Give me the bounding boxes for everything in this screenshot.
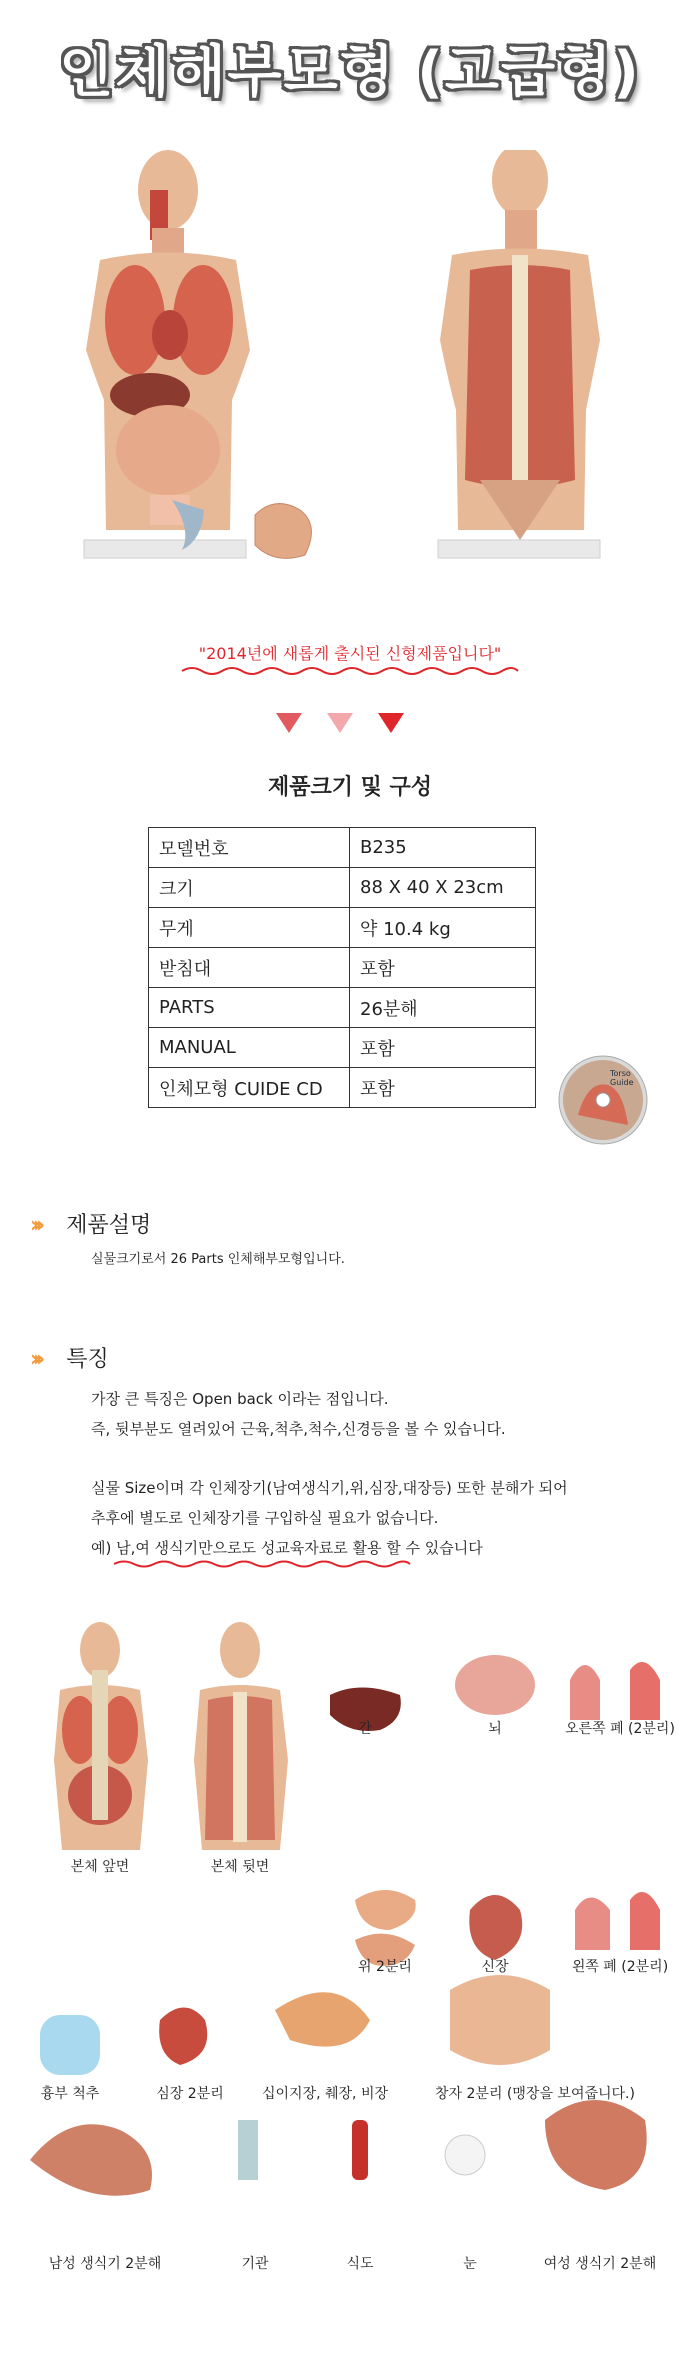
left-lung-image [575, 1898, 610, 1951]
part-caption: 창자 2분리 (맹장을 보여줍니다.) [435, 2086, 635, 2102]
part-caption: 십이지장, 췌장, 비장 [262, 2086, 388, 2102]
back-torso-image [438, 150, 600, 558]
esophagus-image [352, 2120, 368, 2180]
spec-table [148, 827, 536, 1108]
part-caption: 왼쪽 폐 (2분리) [571, 1959, 669, 1975]
features-heading-row [30, 1342, 109, 1373]
hero-torso-images [0, 150, 700, 590]
part-caption: 오른쪽 폐 (2분리) [565, 1721, 675, 1737]
part-caption: 눈 [463, 2256, 477, 2272]
thoracic-spine-image [40, 2015, 100, 2075]
kidney-image [469, 1895, 522, 1960]
spec-label: 크기 [149, 868, 350, 908]
part-caption: 기관 [241, 2256, 269, 2272]
features-line: 가장 큰 특징은 Open back 이라는 점입니다. [91, 1390, 389, 1408]
description-text: 실물크기로서 26 Parts 인체해부모형입니다. [91, 1252, 345, 1267]
spec-label: 받침대 [149, 948, 350, 988]
right-lung-image [630, 1662, 660, 1720]
table-row [149, 828, 536, 868]
part-caption: 남성 생식기 2분해 [48, 2256, 162, 2272]
chevron-right-icon: ››› [30, 1213, 40, 1238]
front-body-image [54, 1622, 148, 1850]
chevron-right-icon: ››› [30, 1347, 40, 1372]
part-caption: 본체 앞면 [70, 1859, 130, 1875]
features-line: 예) 남,여 생식기만으로도 성교육자료로 활용 할 수 있습니다 [91, 1539, 483, 1557]
male-genital-image [30, 2124, 152, 2195]
spec-label: MANUAL [149, 1028, 350, 1068]
table-row [149, 908, 536, 948]
brain-image [455, 1655, 535, 1715]
part-caption: 신장 [481, 1959, 509, 1975]
spec-value: 포함 [350, 1068, 536, 1108]
trachea-image [238, 2120, 258, 2180]
female-genital-image [545, 2100, 647, 2190]
features-line: 즉, 뒷부분도 열려있어 근육,척추,척수,신경등을 볼 수 있습니다. [91, 1420, 506, 1438]
cd-label: Torso [610, 1069, 631, 1078]
part-caption: 간 [358, 1721, 372, 1737]
spec-label: 무게 [149, 908, 350, 948]
triangle-down-icon [378, 713, 404, 733]
features-line: 추후에 별도로 인체장기를 구입하실 필요가 없습니다. [91, 1509, 439, 1527]
spec-label: PARTS [149, 988, 350, 1028]
page-title: 인체해부모형 (고급형) [59, 40, 641, 105]
triangle-down-icon [327, 713, 353, 733]
front-torso-image [84, 150, 250, 558]
table-row [149, 988, 536, 1028]
part-caption: 위 2분리 [358, 1959, 412, 1975]
spec-value: 26분해 [350, 988, 536, 1028]
slogan-underline-icon [180, 664, 520, 678]
features-line: 실물 Size이며 각 인체장기(남여생식기,위,심장,대장등) 또한 분해가 되어 [91, 1479, 568, 1497]
part-caption: 여성 생식기 2분해 [543, 2256, 657, 2272]
right-lung-image [570, 1665, 600, 1720]
duodenum-image [275, 1992, 370, 2046]
heart-image [159, 2008, 207, 2066]
slogan-text: "2014년에 새롭게 출시된 신형제품입니다" [198, 644, 502, 663]
spec-label: 모델번호 [149, 828, 350, 868]
table-row [149, 1068, 536, 1108]
table-row [149, 948, 536, 988]
part-caption: 흉부 척추 [40, 2086, 100, 2102]
description-heading-row [30, 1208, 151, 1239]
features-heading: 특징 [66, 1347, 109, 1372]
stomach-image [355, 1890, 416, 1930]
parts-images [0, 1620, 700, 2240]
spec-title: 제품크기 및 구성 [267, 774, 433, 800]
table-row [149, 868, 536, 908]
part-caption: 식도 [346, 2256, 374, 2272]
left-lung-image [630, 1892, 660, 1950]
spec-value: B235 [350, 828, 536, 868]
part-caption: 뇌 [488, 1721, 502, 1737]
spec-value: 포함 [350, 948, 536, 988]
cd-label: Guide [610, 1078, 634, 1087]
features-underline-icon [112, 1559, 412, 1569]
spec-label: 인체모형 CUIDE CD [149, 1068, 350, 1108]
intestine-image [450, 1975, 550, 2065]
table-row [149, 1028, 536, 1068]
eye-image [445, 2135, 485, 2175]
guide-cd-image [558, 1055, 648, 1145]
part-caption: 본체 뒷면 [210, 1859, 270, 1875]
spec-value: 약 10.4 kg [350, 908, 536, 948]
description-heading: 제품설명 [66, 1213, 152, 1238]
back-body-image [194, 1622, 288, 1850]
spec-value: 포함 [350, 1028, 536, 1068]
triangle-down-icon [276, 713, 302, 733]
part-caption: 심장 2분리 [156, 2086, 224, 2102]
spec-value: 88 X 40 X 23cm [350, 868, 536, 908]
